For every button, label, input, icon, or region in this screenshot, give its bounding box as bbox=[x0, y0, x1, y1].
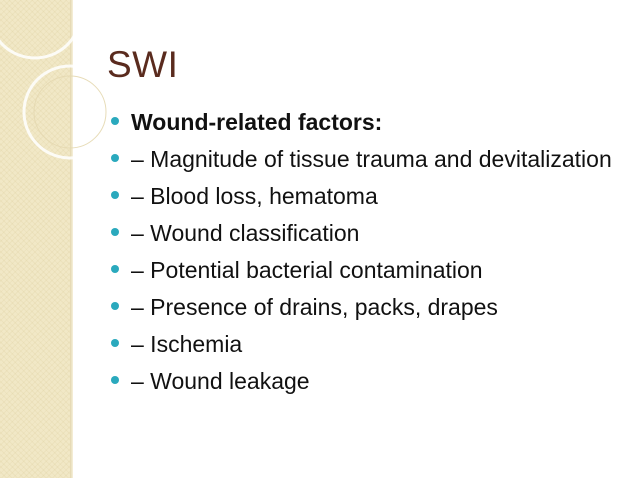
bullet-text: – Wound leakage bbox=[131, 368, 310, 394]
bullet-text: Wound-related factors: bbox=[131, 109, 383, 135]
bullet-dot-icon bbox=[111, 302, 119, 310]
bullet-dot-icon bbox=[111, 376, 119, 384]
bullet-item bbox=[108, 293, 613, 321]
decorative-circles bbox=[0, 0, 110, 200]
bullet-text: – Magnitude of tissue trauma and devitalization bbox=[131, 146, 612, 172]
bullet-item bbox=[108, 256, 613, 284]
bullet-item bbox=[108, 108, 613, 136]
bullet-text: – Blood loss, hematoma bbox=[131, 183, 378, 209]
bullet-dot-icon bbox=[111, 265, 119, 273]
bullet-dot-icon bbox=[111, 228, 119, 236]
bullet-text: – Presence of drains, packs, drapes bbox=[131, 294, 498, 320]
bullet-text: – Wound classification bbox=[131, 220, 360, 246]
bullet-dot-icon bbox=[111, 339, 119, 347]
bullet-text: – Potential bacterial contamination bbox=[131, 257, 483, 283]
bullet-dot-icon bbox=[111, 191, 119, 199]
bullet-item bbox=[108, 367, 613, 395]
bullet-dot-icon bbox=[111, 117, 119, 125]
slide-title: SWI bbox=[107, 44, 179, 85]
bullet-list bbox=[108, 108, 613, 404]
bullet-dot-icon bbox=[111, 154, 119, 162]
bullet-item bbox=[108, 330, 613, 358]
bullet-item bbox=[108, 182, 613, 210]
bullet-item bbox=[108, 145, 613, 173]
bullet-text: – Ischemia bbox=[131, 331, 243, 357]
bullet-item bbox=[108, 219, 613, 247]
